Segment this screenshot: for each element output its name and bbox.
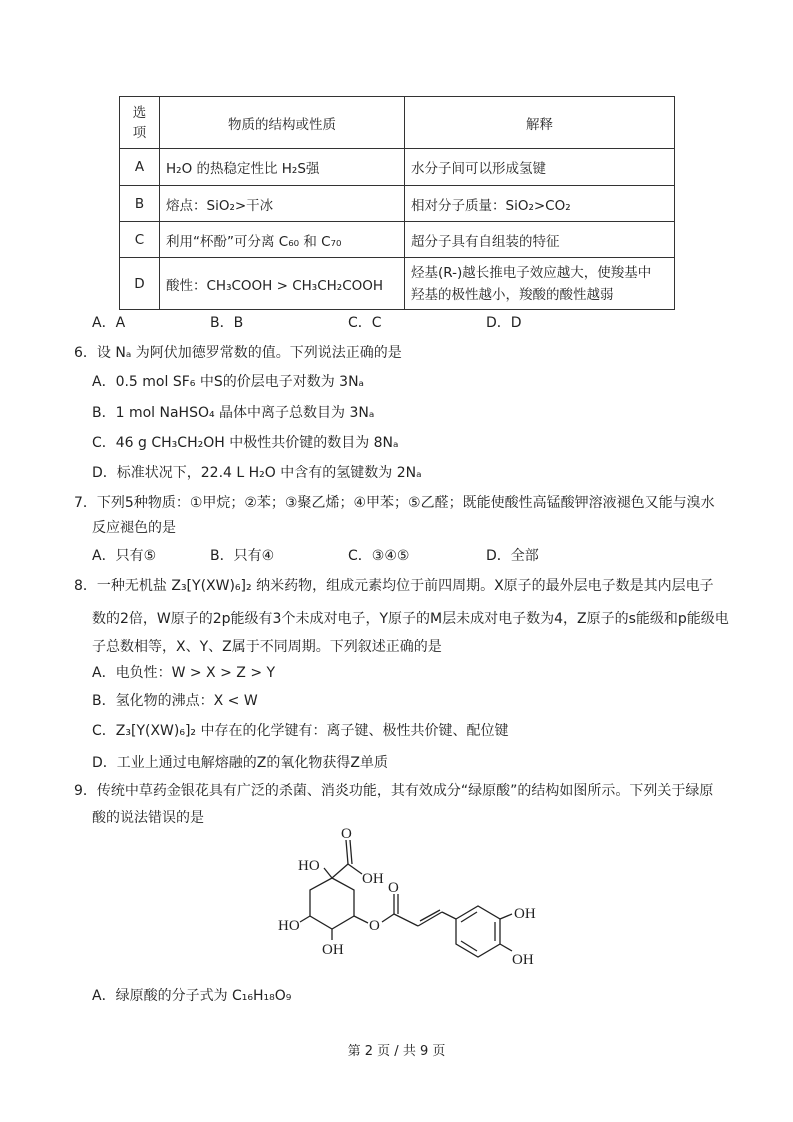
row-property: 酸性：CH₃COOH > CH₃CH₂COOH	[160, 258, 405, 310]
q8-option-d: D．工业上通过电解熔融的Z的氧化物获得Z单质	[92, 755, 388, 771]
label-o-top: O	[341, 826, 352, 842]
label-oh-acid: OH	[362, 871, 384, 887]
label-oh-ring1: OH	[514, 906, 536, 922]
row-key: A	[120, 149, 160, 186]
q7-stem-line1: 7．下列5种物质：①甲烷；②苯；③聚乙烯；④甲苯；⑤乙醛；既能使酸性高锰酸钾溶液褪色又能与溴水	[74, 495, 715, 511]
q6-stem: 6．设 Nₐ 为阿伏加德罗常数的值。下列说法正确的是	[74, 345, 402, 361]
table-row	[120, 258, 675, 310]
row-property: 熔点：SiO₂>干冰	[160, 186, 405, 222]
row-property: 利用“杯酚”可分离 C₆₀ 和 C₇₀	[160, 222, 405, 258]
q5-option-b: B．B	[210, 315, 244, 331]
label-oh-ring2: OH	[512, 952, 534, 968]
row-key: B	[120, 186, 160, 222]
row-explanation: 相对分子质量：SiO₂>CO₂	[405, 186, 675, 222]
options-table	[119, 96, 675, 310]
q8-option-c: C．Z₃[Y(XW)₆]₂ 中存在的化学键有：离子键、极性共价键、配位键	[92, 723, 509, 739]
q7-stem-line2: 反应褪色的是	[92, 520, 176, 536]
label-oh-ring-bottom: OH	[322, 942, 344, 958]
q8-stem-line3: 子总数相等，X、Y、Z属于不同周期。下列叙述正确的是	[92, 639, 442, 655]
table-header-property: 物质的结构或性质	[160, 97, 405, 149]
table-header-explanation: 解释	[405, 97, 675, 149]
q5-option-d: D．D	[486, 315, 522, 331]
table-row	[120, 186, 675, 222]
q5-option-c: C．C	[348, 315, 382, 331]
table-row	[120, 222, 675, 258]
table-header-option: 选项	[120, 97, 160, 149]
q7-option-b: B．只有④	[210, 548, 275, 564]
row-explanation: 超分子具有自组装的特征	[405, 222, 675, 258]
row-property: H₂O 的热稳定性比 H₂S强	[160, 149, 405, 186]
label-o-ester: O	[369, 918, 380, 934]
row-explanation: 烃基(R-)越长推电子效应越大，使羧基中 羟基的极性越小，羧酸的酸性越弱	[405, 258, 675, 310]
q8-stem-line2: 数的2倍，W原子的2p能级有3个未成对电子，Y原子的M层未成对电子数为4，Z原子的s能级和p能级电	[92, 611, 729, 627]
page-footer: 第 2 页 / 共 9 页	[347, 1044, 446, 1059]
q9-stem-line1: 9．传统中草药金银花具有广泛的杀菌、消炎功能，其有效成分“绿原酸”的结构如图所示。下列关于绿原	[74, 783, 714, 799]
q7-option-a: A．只有⑤	[92, 548, 157, 564]
q5-option-a: A．A	[92, 315, 126, 331]
label-ho-left: HO	[298, 858, 320, 874]
q6-option-c: C．46 g CH₃CH₂OH 中极性共价键的数目为 8Nₐ	[92, 435, 399, 451]
row-key: C	[120, 222, 160, 258]
q9-stem-line2: 酸的说法错误的是	[92, 810, 204, 826]
q7-option-c: C．③④⑤	[348, 548, 410, 564]
q7-option-d: D．全部	[486, 548, 539, 564]
q8-option-a: A．电负性：W > X > Z > Y	[92, 665, 276, 681]
row-explanation: 水分子间可以形成氢键	[405, 149, 675, 186]
q8-stem-line1: 8．一种无机盐 Z₃[Y(XW)₆]₂ 纳米药物，组成元素均位于前四周期。X原子的最外层电子数是其内层电子	[74, 578, 714, 594]
q8-option-b: B．氢化物的沸点：X < W	[92, 693, 258, 709]
chlorogenic-acid-structure	[270, 826, 560, 976]
q6-option-d: D．标准状况下，22.4 L H₂O 中含有的氢键数为 2Nₐ	[92, 465, 422, 481]
q9-option-a: A．绿原酸的分子式为 C₁₆H₁₈O₉	[92, 988, 292, 1004]
q6-option-b: B．1 mol NaHSO₄ 晶体中离子总数目为 3Nₐ	[92, 405, 375, 421]
q6-option-a: A．0.5 mol SF₆ 中S的价层电子对数为 3Nₐ	[92, 374, 365, 390]
label-ho-bottom: HO	[278, 918, 300, 934]
row-key: D	[120, 258, 160, 310]
label-o-carbonyl: O	[388, 880, 399, 896]
table-row	[120, 149, 675, 186]
